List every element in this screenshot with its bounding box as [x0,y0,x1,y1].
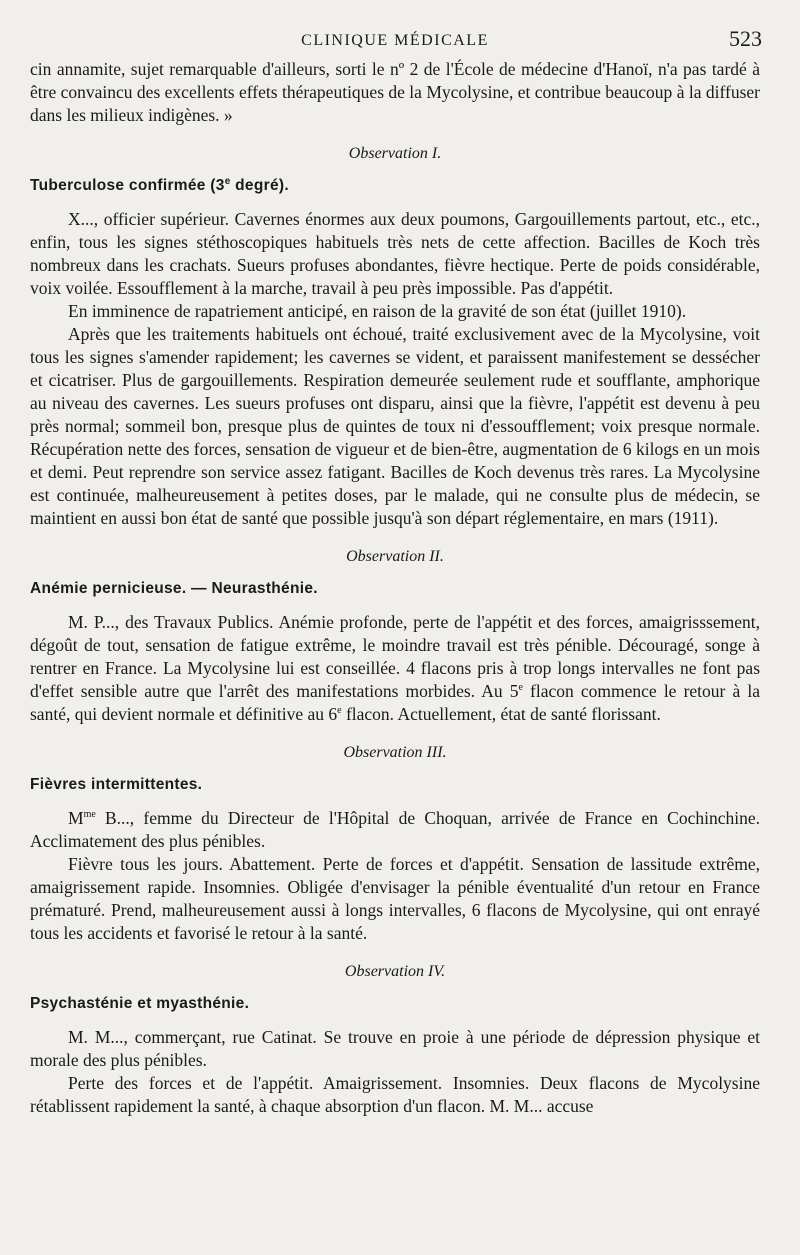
running-head [30,0,760,58]
observation-title: Observation II. [346,548,444,565]
observation-heading: Anémie pernicieuse. — Neurasthénie. [30,580,318,597]
page-number: 523 [729,26,762,51]
observation-title: Observation III. [343,744,447,761]
observation-paragraph: M. M..., commerçant, rue Catinat. Se trouve en proie à une période de dépression physique et morale des plus pénibles. [30,1027,760,1070]
observation-paragraph: Perte des forces et de l'appétit. Amaigrissement. Insomnies. Deux flacons de Mycolysine rétablissent rapidement la santé, à chaque absorption d'un flacon. M. M... accuse [30,1073,760,1116]
observation-heading: Tuberculose confirmée (3e degré). [30,175,289,194]
running-title: CLINIQUE MÉDICALE [301,32,489,49]
observation-paragraph: Fièvre tous les jours. Abattement. Perte de forces et d'appétit. Sensation de lassitude extrême, amaigrissement rapide. Insomnies. Obligée d'envisager la pénible éventualité d'un retour en France prématuré. Prend, malheureusement aussi à longs intervalles, 6 flacons de Mycolysine, qui ont enrayé tous les accidents et favorisé le retour à la santé. [30,854,760,943]
observation-paragraph: $M^{me}$ B..., femme du Directeur de l'Hôpital de Choquan, arrivée de France en Cochinchine. Acclimatement des plus pénibles. [30,808,760,851]
observation-paragraph: Après que les traitements habituels ont échoué, traité exclusivement avec de la Mycolysine, voit tous les signes s'amender rapidement; les cavernes se vident, et paraissent manifestement se dessécher et cicatriser. Plus de gargouillements. Respiration demeurée seulement rude et soufflante, amphorique au niveau des cavernes. Les sueurs profuses ont disparu, ainsi que la fièvre, l'appétit est devenu à peu près normal; sommeil bon, presque plus de quintes de toux ni d'essoufflement; voix presque normale. Récupération nette des forces, sensation de vigueur et de bien-être, augmentation de 6 kilogs en un mois et demi. Peut reprendre son service assez fatigant. Bacilles de Koch devenus très rares. La Mycolysine est continuée, malheureusement à petites doses, par le malade, qui ne consulte plus de médecin, se maintient en aussi bon état de santé que possible jusqu'à son départ réglementaire, en mars (1911). [30,324,760,528]
observation-paragraph: En imminence de rapatriement anticipé, en raison de la gravité de son état (juillet 1910). [68,301,687,321]
observation-title: Observation I. [348,145,442,162]
observation-heading: Fièvres intermittentes. [30,776,203,793]
observation-heading: Psychasténie et myasthénie. [30,995,250,1012]
observation-title: Observation IV. [344,963,446,980]
observation-paragraph: X..., officier supérieur. Cavernes énormes aux deux poumons, Gargouillements partout, etc., etc., enfin, tous les signes stéthoscopiques habituels très nets de cette affection. Bacilles de Koch très nombreux dans les crachats. Sueurs profuses abondantes, fièvre hectique. Perte de poids considérable, voix voilée. Essoufflement à la marche, travail à peu près impossible. Pas d'appétit. [30,209,760,298]
intro-paragraph: cin annamite, sujet remarquable d'ailleurs, sorti le nº 2 de l'École de médecine d'Hanoï, n'a pas tardé à être convaincu des excellents effets thérapeutiques de la Mycolysine, et contribue beaucoup à la diffuser dans les milieux indigènes. » [30,59,760,125]
observation-paragraph: M. P..., des Travaux Publics. Anémie profonde, perte de l'appétit et des forces, amaigrisssement, dégoût de tout, sensation de fatigue extrême, le moindre travail est très pénible. Découragé, songe à rentrer en France. La Mycolysine lui est conseillée. 4 flacons pris à trop longs intervalles ne font pas d'effet sensible autre que l'arrêt des manifestations morbides. Au 5e flacon commence le retour à la santé, qui devient normale et définitive au 6e flacon. Actuellement, état de santé florissant. [30,612,760,724]
